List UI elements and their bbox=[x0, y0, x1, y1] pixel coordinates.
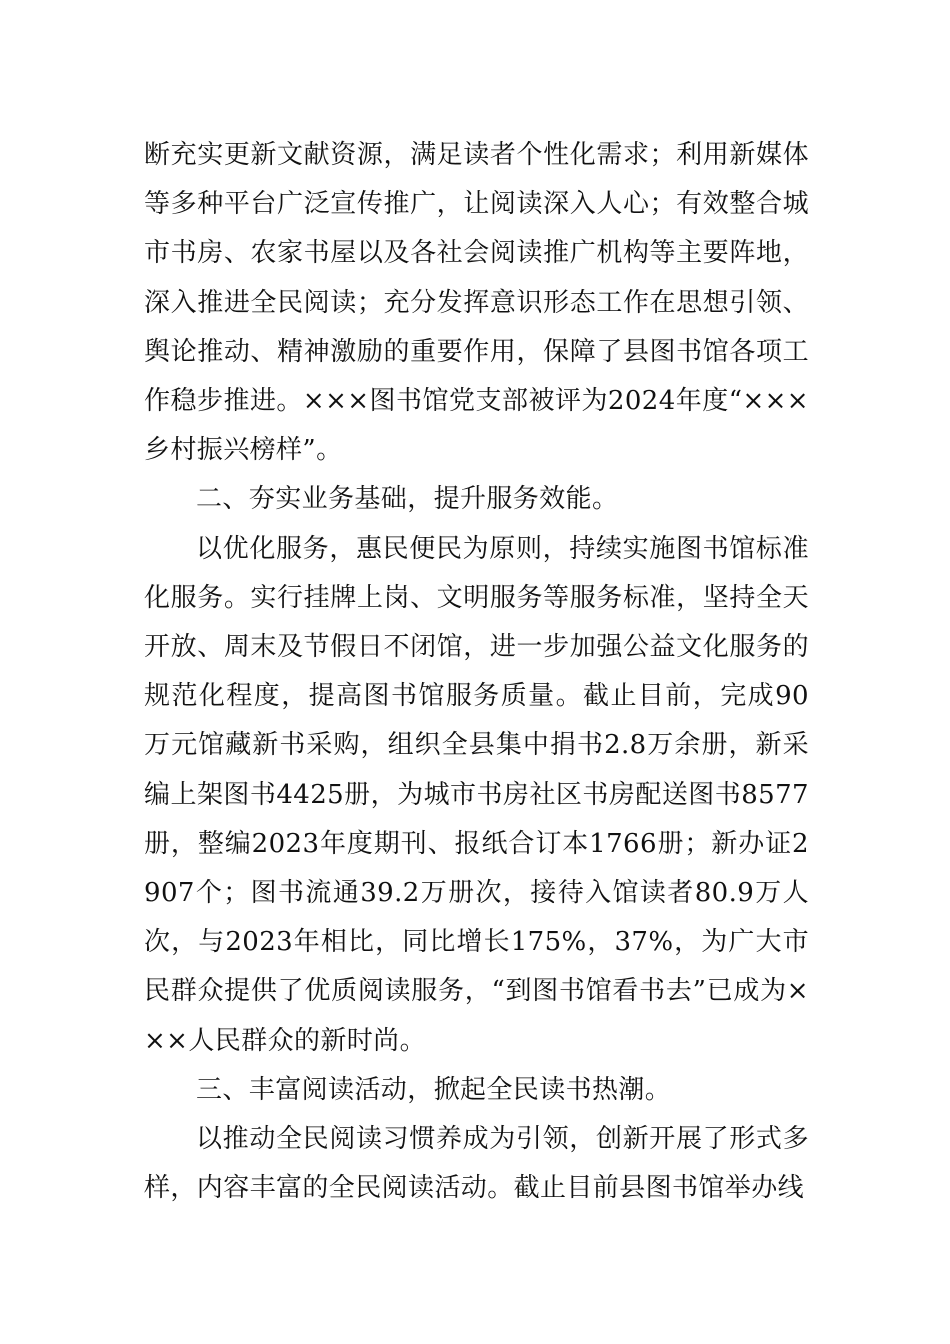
section-heading-2: 二、夯实业务基础，提升服务效能。 bbox=[196, 484, 619, 515]
paragraph-service: 以优化服务，惠民便民为原则，持续实施图书馆标准化服务。实行挂牌上岗、文明服务等服务标准，坚持全天开放、周末及节假日不闭馆，进一步加强公益文化服务的规范化程度，提高图书馆服务质量。截止目前，完成90万元馆藏新书采购，组织全县集中捐书2.8万余册，新采编上架图书4425册，为城市书房社区书房配送图书8577册，整编2023年度期刊、报纸合订本1766册；新办证2907个；图书流通39.2万册次，接待入馆读者80.9万人次，与2023年相比，同比增长175%，37%，为广大市民群众提供了优质阅读服务，“到图书馆看书去”已成为×××人民群众的新时尚。 bbox=[144, 533, 809, 1056]
section-heading-3: 三、丰富阅读活动，掀起全民读书热潮。 bbox=[196, 1074, 672, 1105]
paragraph-reading-activities: 以推动全民阅读习惯养成为引领，创新开展了形式多样，内容丰富的全民阅读活动。截止目前县图书馆举办线 bbox=[144, 1124, 809, 1204]
paragraph-continuation: 断充实更新文献资源，满足读者个性化需求；利用新媒体等多种平台广泛宣传推广，让阅读深入人心；有效整合城市书房、农家书屋以及各社会阅读推广机构等主要阵地，深入推进全民阅读；充分发挥意识形态工作在思想引领、舆论推动、精神激励的重要作用，保障了县图书馆各项工作稳步推进。×××图书馆党支部被评为2024年度“×××乡村振兴榜样”。 bbox=[144, 140, 809, 466]
document-body bbox=[144, 131, 809, 1213]
